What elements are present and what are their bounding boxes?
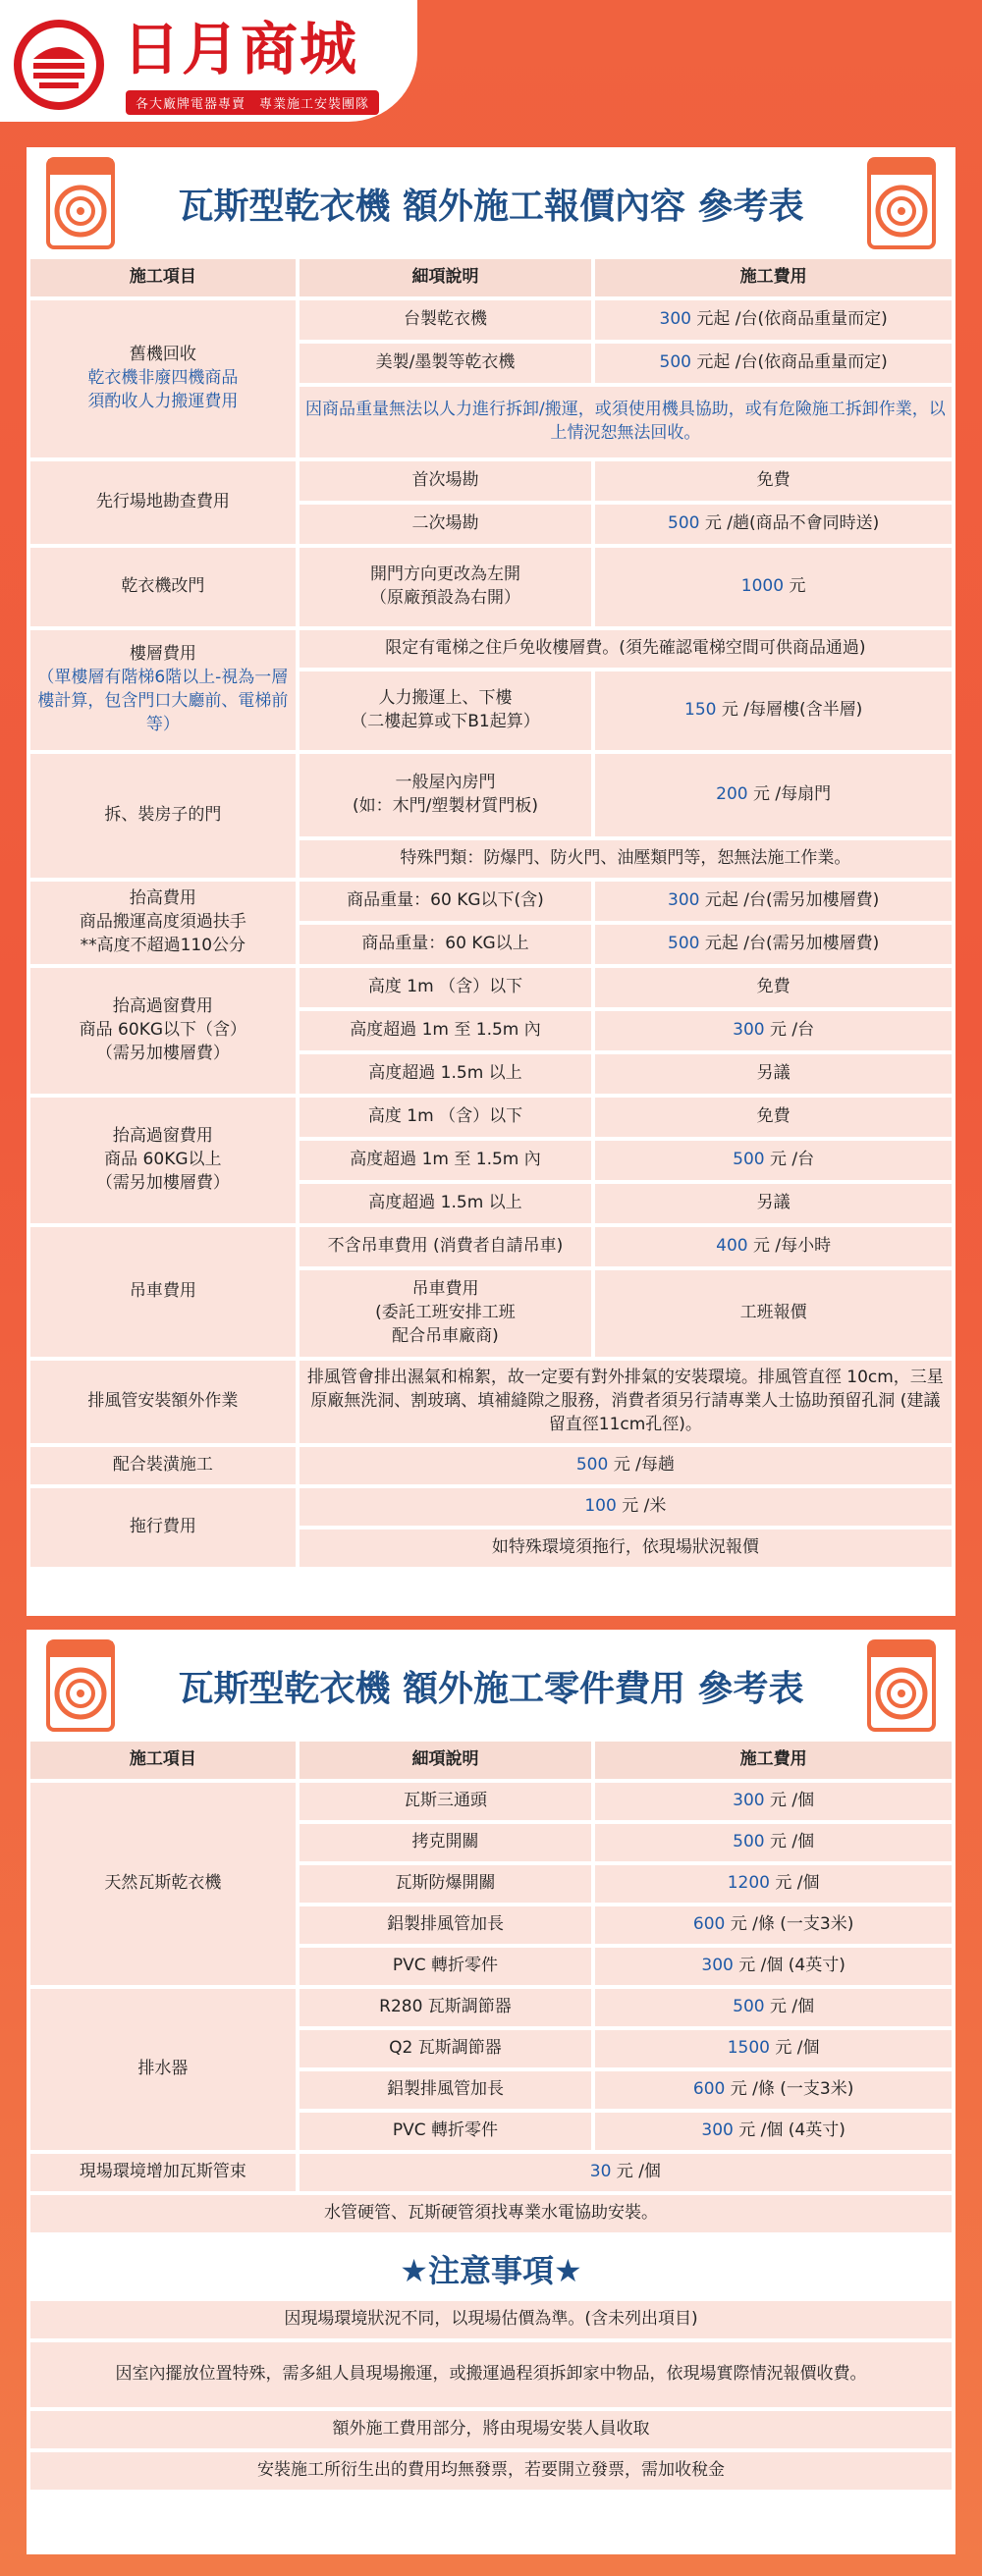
survey-desc: 二次場勘: [300, 505, 592, 544]
recycle-label: 舊機回收 乾衣機非廢四機商品 須酌收人力搬運費用: [30, 300, 296, 457]
part-desc: 鋁製排風管加長: [300, 1906, 592, 1944]
crane-price: 400 元 /每小時: [595, 1227, 952, 1266]
window2-price: 500 元 /台: [595, 1141, 952, 1180]
lift-desc: 商品重量：60 KG以上: [300, 925, 592, 964]
recycle-price: 300 元起 /台(依商品重量而定): [595, 300, 952, 340]
header-item: 施工項目: [30, 259, 296, 296]
header-detail: 細項說明: [300, 259, 592, 296]
part-price: 1500 元 /個: [595, 2030, 952, 2067]
part-price: 600 元 /條 (一支3米): [595, 2071, 952, 2109]
lift-price: 300 元起 /台(需另加樓層費): [595, 882, 952, 921]
part-price: 500 元 /個: [595, 1989, 952, 2026]
tow-label: 拖行費用: [30, 1488, 296, 1567]
decor-price: 500 元 /每趟: [300, 1447, 952, 1484]
doors-price: 200 元 /每扇門: [595, 754, 952, 836]
window1-price: 免費: [595, 968, 952, 1007]
part-desc: PVC 轉折零件: [300, 2113, 592, 2150]
vent-label: 排風管安裝額外作業: [30, 1361, 296, 1443]
brand-name: 日月商城: [123, 16, 359, 82]
part-price: 300 元 /個: [595, 1783, 952, 1820]
header-fee: 施工費用: [595, 1742, 952, 1779]
crane-desc: 不含吊車費用 (消費者自請吊車): [300, 1227, 592, 1266]
note-item: 額外施工費用部分，將由現場安裝人員收取: [30, 2411, 952, 2448]
vent-note: 排風管會排出濕氣和棉絮，故一定要有對外排氣的安裝環境。排風管直徑 10cm，三星原廠無洗洞、割玻璃、填補縫隙之服務，消費者須另行請專業人士協助預留孔洞 (建議留直徑11cm孔徑)。: [300, 1361, 952, 1443]
washer-icon: [867, 157, 936, 249]
tow-price: 100 元 /米: [300, 1488, 952, 1526]
note-item: 因室內擺放位置特殊，需多組人員現場搬運，或搬運過程須拆卸家中物品，依現場實際情況報價收費。: [30, 2342, 952, 2407]
window2-price: 免費: [595, 1098, 952, 1137]
crane-price: 工班報價: [595, 1270, 952, 1357]
install-fee-table: [27, 255, 955, 1571]
door-price: 1000 元: [595, 548, 952, 626]
header-fee: 施工費用: [595, 259, 952, 296]
part-price: 500 元 /個: [595, 1824, 952, 1861]
stairs-note: 限定有電梯之住戶免收樓層費。(須先確認電梯空間可供商品通過): [300, 630, 952, 668]
part-price: 600 元 /條 (一支3米): [595, 1906, 952, 1944]
header-detail: 細項說明: [300, 1742, 592, 1779]
drain-label: 排水器: [30, 1989, 296, 2150]
door-desc: 開門方向更改為左開 （原廠預設為右開）: [300, 548, 592, 626]
survey-price: 免費: [595, 461, 952, 501]
washer-icon: [867, 1639, 936, 1732]
window1-price: 另議: [595, 1054, 952, 1094]
gas-dryer-label: 天然瓦斯乾衣機: [30, 1783, 296, 1985]
recycle-price: 500 元起 /台(依商品重量而定): [595, 344, 952, 383]
window1-desc: 高度超過 1m 至 1.5m 內: [300, 1011, 592, 1050]
part-desc: Q2 瓦斯調節器: [300, 2030, 592, 2067]
window2-desc: 高度超過 1m 至 1.5m 內: [300, 1141, 592, 1180]
lift-desc: 商品重量：60 KG以下(含): [300, 882, 592, 921]
door-label: 乾衣機改門: [30, 548, 296, 626]
part-desc: PVC 轉折零件: [300, 1948, 592, 1985]
note-item: 安裝施工所衍生出的費用均無發票，若要開立發票，需加收稅金: [30, 2452, 952, 2490]
window2-price: 另議: [595, 1184, 952, 1223]
parts-fee-panel: [27, 1630, 955, 2554]
window1-desc: 高度超過 1.5m 以上: [300, 1054, 592, 1094]
survey-desc: 首次場勘: [300, 461, 592, 501]
recycle-desc: 美製/墨製等乾衣機: [300, 344, 592, 383]
notes-list: [27, 2297, 955, 2494]
table1-title: 瓦斯型乾衣機 額外施工報價內容 參考表: [178, 187, 804, 227]
pipe-note: 水管硬管、瓦斯硬管須找專業水電協助安裝。: [30, 2195, 952, 2232]
note-item: 因現場環境狀況不同，以現場估價為準。(含未列出項目): [30, 2301, 952, 2338]
part-desc: 瓦斯防爆開關: [300, 1865, 592, 1903]
tow-note: 如特殊環境須拖行，依現場狀況報價: [300, 1530, 952, 1567]
window1-desc: 高度 1m （含）以下: [300, 968, 592, 1007]
install-fee-panel: [27, 147, 955, 1616]
part-price: 300 元 /個 (4英寸): [595, 2113, 952, 2150]
window1-price: 300 元 /台: [595, 1011, 952, 1050]
survey-label: 先行場地勘查費用: [30, 461, 296, 544]
doors-desc: 一般屋內房門 (如：木門/塑製材質門板): [300, 754, 592, 836]
header-item: 施工項目: [30, 1742, 296, 1779]
part-price: 300 元 /個 (4英寸): [595, 1948, 952, 1985]
part-price: 1200 元 /個: [595, 1865, 952, 1903]
window1-label: 抬高過窗費用 商品 60KG以下（含） （需另加樓層費）: [30, 968, 296, 1094]
window2-label: 抬高過窗費用 商品 60KG以上 （需另加樓層費）: [30, 1098, 296, 1223]
brand-logo-icon: [12, 18, 106, 112]
brand-tagline: 各大廠牌電器專賣 專業施工安裝團隊: [126, 90, 379, 115]
stairs-label: 樓層費用 （單樓層有階梯6階以上-視為一層樓計算，包含門口大廳前、電梯前等）: [30, 630, 296, 750]
window2-desc: 高度超過 1.5m 以上: [300, 1184, 592, 1223]
part-desc: R280 瓦斯調節器: [300, 1989, 592, 2026]
decor-label: 配合裝潢施工: [30, 1447, 296, 1484]
part-desc: 瓦斯三通頭: [300, 1783, 592, 1820]
recycle-note: 因商品重量無法以人力進行拆卸/搬運，或須使用機具協助，或有危險施工拆卸作業，以上情況恕無法回收。: [300, 387, 952, 457]
lift-label: 抬高費用 商品搬運高度須過扶手 **高度不超過110公分: [30, 882, 296, 964]
part-desc: 鋁製排風管加長: [300, 2071, 592, 2109]
clamp-price: 30 元 /個: [300, 2154, 952, 2191]
window2-desc: 高度 1m （含）以下: [300, 1098, 592, 1137]
brand-header: [0, 0, 417, 122]
crane-desc: 吊車費用 (委託工班安排工班 配合吊車廠商): [300, 1270, 592, 1357]
stairs-price: 150 元 /每層樓(含半層): [595, 671, 952, 750]
parts-fee-table: [27, 1738, 955, 2236]
clamp-label: 現場環境增加瓦斯管束: [30, 2154, 296, 2191]
doors-note: 特殊門類：防爆門、防火門、油壓類門等，恕無法施工作業。: [300, 840, 952, 878]
recycle-desc: 台製乾衣機: [300, 300, 592, 340]
crane-label: 吊車費用: [30, 1227, 296, 1357]
table2-title: 瓦斯型乾衣機 額外施工零件費用 參考表: [178, 1669, 804, 1709]
notes-title: ★注意事項★: [400, 2252, 582, 2289]
part-desc: 拷克開關: [300, 1824, 592, 1861]
survey-price: 500 元 /趟(商品不會同時送): [595, 505, 952, 544]
stairs-desc: 人力搬運上、下樓 （二樓起算或下B1起算）: [300, 671, 592, 750]
lift-price: 500 元起 /台(需另加樓層費): [595, 925, 952, 964]
doors-label: 拆、裝房子的門: [30, 754, 296, 878]
